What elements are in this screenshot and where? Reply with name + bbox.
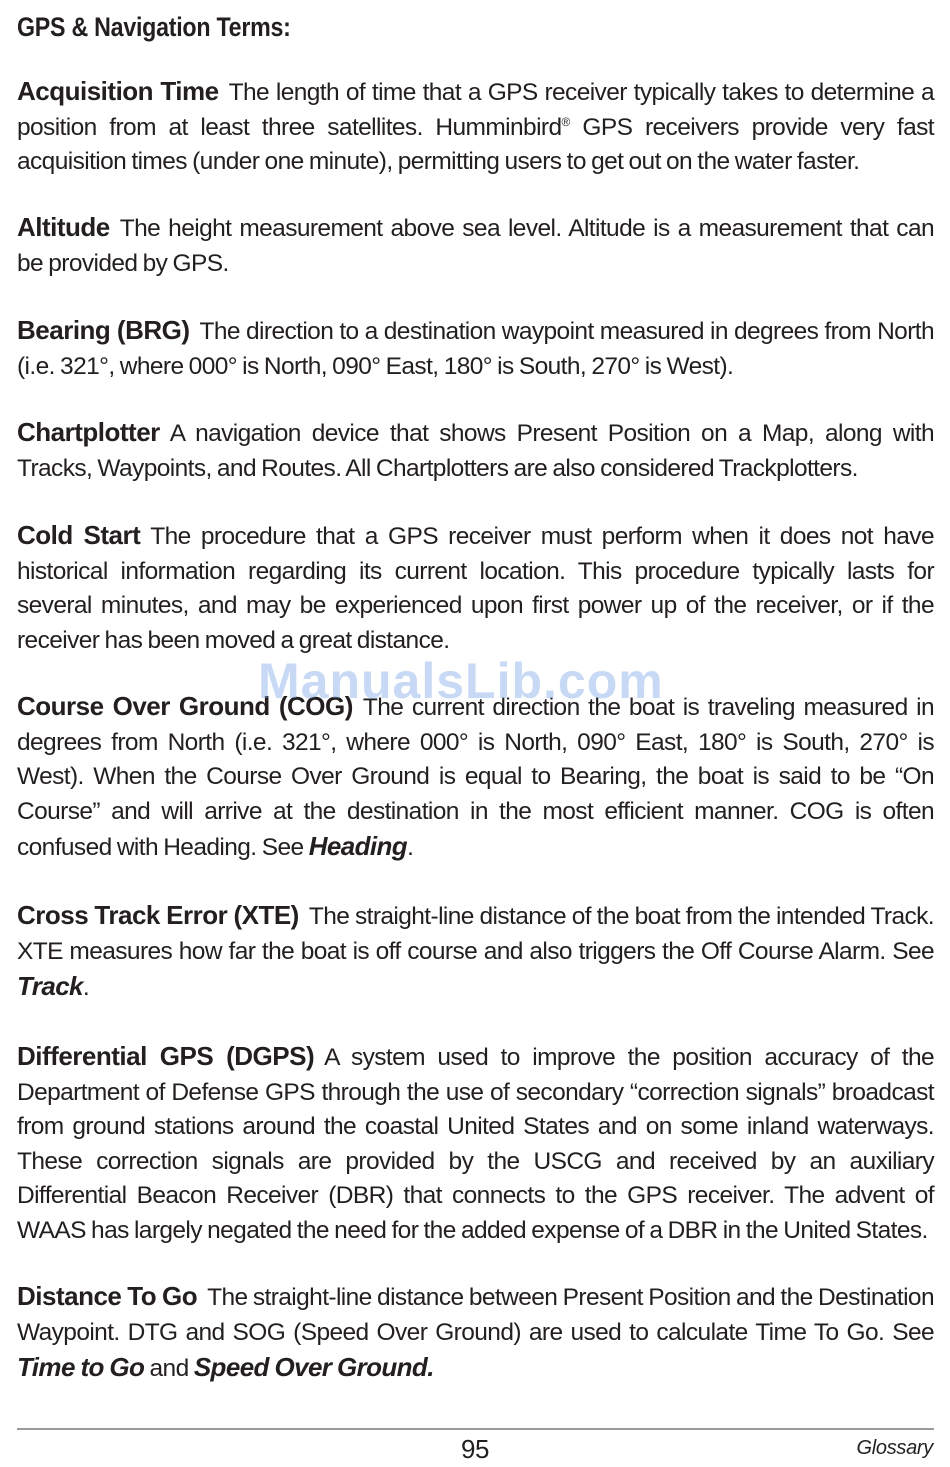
definition-acquisition-time-part1: The length of time that a GPS receiver typically takes to determine a position from at least three satellites. Humminbird <box>17 79 934 141</box>
entry-distance-to-go <box>17 1279 934 1387</box>
term-acquisition-time: Acquisition Time <box>17 76 219 106</box>
term-bearing: Bearing (BRG) <box>17 315 190 345</box>
entry-cold-start <box>17 518 934 658</box>
cross-reference-time-to-go[interactable]: Time to Go <box>17 1352 145 1382</box>
term-cold-start: Cold Start <box>17 520 141 550</box>
term-chartplotter: Chartplotter <box>17 417 160 447</box>
entry-acquisition-time <box>17 74 934 180</box>
entry-chartplotter <box>17 415 934 486</box>
entry-differential-gps <box>17 1039 934 1248</box>
term-cross-track-error: Cross Track Error (XTE) <box>17 900 299 930</box>
entry-bearing <box>17 313 934 384</box>
entry-altitude <box>17 210 934 281</box>
definition-cross-track-error: The straight-line distance of the boat from the intended Track. XTE measures how far the boat is off course and also triggers the Off Course Alarm. See <box>17 903 934 965</box>
page-number: 95 <box>461 1434 489 1464</box>
watermark: ManualsLib.com <box>258 653 664 709</box>
definition-chartplotter: A navigation device that shows Present Position on a Map, along with Tracks, Waypoints, and Routes. All Chartplotters are also considered Trackplotters. <box>17 420 934 482</box>
term-altitude: Altitude <box>17 212 110 242</box>
definition-bearing: The direction to a destination waypoint measured in degrees from North (i.e. 321°, where 000° is North, 090° East, 180° is South, 270° is West). <box>17 318 934 380</box>
definition-cold-start: The procedure that a GPS receiver must perform when it does not have historical information regarding its current location. This procedure typically lasts for several minutes, and may be experienced upon first power up of the receiver, or if the receiver has been moved a great distance. <box>17 523 934 654</box>
term-course-over-ground: Course Over Ground (COG) <box>17 691 353 721</box>
definition-cross-track-error-tail: . <box>82 974 90 1001</box>
definition-distance-to-go: The straight-line distance between Present Position and the Destination Waypoint. DTG and SOG (Speed Over Ground) are used to calculate Time To Go. See <box>17 1284 934 1346</box>
term-differential-gps: Differential GPS (DGPS) <box>17 1041 315 1071</box>
section-title: GPS & Navigation Terms: <box>17 12 291 42</box>
term-distance-to-go: Distance To Go <box>17 1281 198 1311</box>
registered-mark: ® <box>561 114 570 129</box>
definition-course-over-ground: The current direction the boat is traveling measured in degrees from North (i.e. 321°, where 000° is North, 090° East, 180° is South, 270° is West). When the Course Over Ground is equal to Bearing, the boat is said to be “On Course” and will arrive at the destination in the most efficient manner. COG is often confused with Heading. See <box>17 694 934 861</box>
definition-acquisition-time-part2: GPS receivers provide very fast acquisition times (under one minute), permitting users to get out on the water faster. <box>17 113 934 175</box>
definition-course-over-ground-tail: . <box>407 834 414 861</box>
entry-course-over-ground <box>17 689 934 866</box>
entry-cross-track-error <box>17 898 934 1006</box>
footer-divider <box>17 1428 934 1430</box>
cross-reference-heading[interactable]: Heading <box>308 831 408 861</box>
definition-altitude: The height measurement above sea level. Altitude is a measurement that can be provided by GPS. <box>17 215 934 277</box>
cross-reference-speed-over-ground[interactable]: Speed Over Ground. <box>193 1352 434 1382</box>
cross-reference-track[interactable]: Track <box>17 971 83 1001</box>
definition-differential-gps: A system used to improve the position accuracy of the Department of Defense GPS through the use of secondary “correction signals” broadcast from ground stations around the coastal United States and on some inland waterways. These correction signals are provided by the USCG and received by an auxiliary Differential Beacon Receiver (DBR) that connects to the GPS receiver. The advent of WAAS has largely negated the need for the added expense of a DBR in the United States. <box>17 1044 934 1244</box>
definition-distance-to-go-joiner: and <box>144 1355 194 1382</box>
footer-section-label: Glossary <box>856 1437 933 1459</box>
